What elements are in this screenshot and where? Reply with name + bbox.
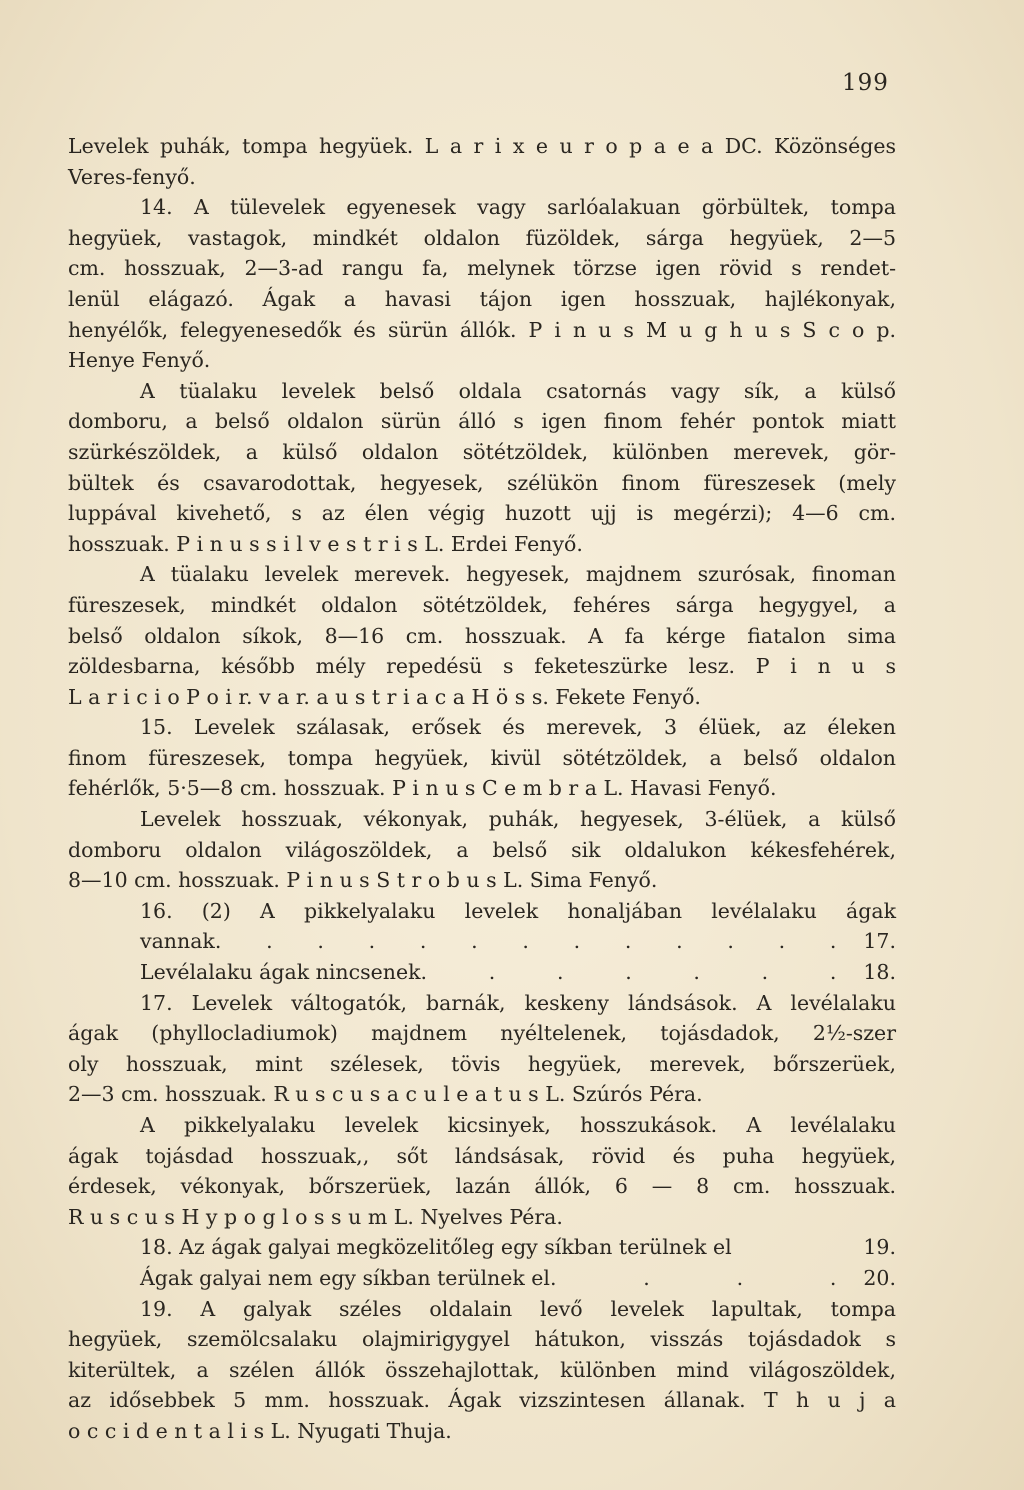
- text-line: domboru oldalon világoszöldek, a belső sik oldalukon kékesfehérek,: [68, 837, 896, 862]
- text-line: Levelek puhák, tompa hegyüek. L a r i x e u r o p a e a DC. Közönséges: [68, 134, 896, 158]
- text-line: 2—3 cm. hosszuak. R u s c u s a c u l e a t u s L. Szúrós Péra.: [68, 1082, 703, 1107]
- leader-line-19: [68, 1232, 896, 1263]
- text-line: L a r i c i o P o i r. v a r. a u s t r i a c a H ö s s. Fekete Fenyő.: [68, 684, 701, 709]
- text-line: az idősebbek 5 mm. hosszuak. Ágak vizszintesen állanak. T h u j a: [68, 1388, 896, 1413]
- leader-line-20: [68, 1263, 896, 1294]
- text-line: ágak (phyllocladiumok) majdnem nyéltelenek, tojásdadok, 2½-szer: [68, 1021, 896, 1046]
- text-line: 17. Levelek váltogatók, barnák, keskeny lándsások. A levélalaku: [140, 990, 896, 1015]
- leader-dots: . . . . . . . . . . . . .: [214, 929, 854, 954]
- text-line: szürkészöldek, a külső oldalon sötétzöldek, különben merevek, gör-: [68, 439, 896, 464]
- text-line: o c c i d e n t a l i s L. Nyugati Thuja.: [68, 1418, 452, 1443]
- text-line: A pikkelyalaku levelek kicsinyek, hosszukások. A levélalaku: [140, 1113, 896, 1137]
- leader-ref: 20.: [863, 1265, 896, 1290]
- leader-ref: 17.: [863, 929, 896, 954]
- text-line: 16. (2) A pikkelyalaku levelek honaljában levélalaku ágak: [140, 898, 896, 923]
- text-line: 14. A tülevelek egyenesek vagy sarlóalakuan görbültek, tompa: [140, 195, 896, 220]
- text-line: A tüalaku levelek belső oldala csatornás vagy sík, a külső: [140, 378, 896, 403]
- text-line: Levelek hosszuak, vékonyak, puhák, hegyesek, 3-élüek, a külső: [140, 807, 896, 832]
- leader-dots: . . . .: [549, 1265, 854, 1290]
- text-line: lenül elágazó. Ágak a havasi tájon igen hosszuak, hajlékonyak,: [68, 286, 896, 311]
- text-line: Veres-fenyő.: [68, 164, 196, 189]
- text-line: hosszuak. P i n u s s i l v e s t r i s L. Erdei Fenyő.: [68, 531, 583, 556]
- leader-text: vannak: [140, 929, 215, 954]
- text-line: belső oldalon síkok, 8—16 cm. hosszuak. A fa kérge fiatalon sima: [68, 623, 896, 648]
- leader-dots: . . . . . . .: [420, 960, 854, 985]
- text-line: finom füreszesek, tompa hegyüek, kivül sötétzöldek, a belső oldalon: [68, 745, 896, 770]
- body-text: [68, 131, 896, 1447]
- leader-text: Ágak galyai nem egy síkban terülnek el: [140, 1265, 550, 1290]
- text-block-2: [68, 988, 896, 1233]
- text-line: 8—10 cm. hosszuak. P i n u s S t r o b u s L. Sima Fenyő.: [68, 868, 658, 893]
- text-line: zöldesbarna, később mély repedésü s feketeszürke lesz. P i n u s: [68, 654, 896, 679]
- text-line: cm. hosszuak, 2—3-ad rangu fa, melynek törzse igen rövid s rendet-: [68, 256, 896, 281]
- text-line: érdesek, vékonyak, bőrszerüek, lazán állók, 6 — 8 cm. hosszuak.: [68, 1174, 896, 1199]
- text-block-3: [68, 1294, 896, 1447]
- text-line: luppával kivehető, s az élen végig huzott ujj is megérzi); 4—6 cm.: [68, 501, 896, 526]
- text-line: Henye Fenyő.: [68, 348, 211, 373]
- text-line: oly hosszuak, mint szélesek, tövis hegyüek, merevek, bőrszerüek,: [68, 1051, 896, 1076]
- text-line: füreszesek, mindkét oldalon sötétzöldek, fehéres sárga hegygyel, a: [68, 592, 896, 617]
- text-line: 19. A galyak széles oldalain levő levelek lapultak, tompa: [140, 1296, 896, 1321]
- text-line: kiterültek, a szélen állók összehajlottak, különben mind világoszöldek,: [68, 1357, 896, 1382]
- leader-text: 18. Az ágak galyai megközelitőleg egy síkban terülnek el: [140, 1235, 732, 1260]
- text-line: hegyüek, szemölcsalaku olajmirigygyel hátukon, visszás tojásdadok s: [68, 1327, 896, 1352]
- leader-line-18: [68, 957, 896, 988]
- text-line: fehérlők, 5·5—8 cm. hosszuak. P i n u s C e m b r a L. Havasi Fenyő.: [68, 776, 777, 801]
- text-line: A tüalaku levelek merevek. hegyesek, majdnem szurósak, finoman: [140, 562, 896, 587]
- text-line: bültek és csavarodottak, hegyesek, szélükön finom füreszesek (mely: [68, 470, 896, 495]
- leader-line-17: [68, 926, 896, 957]
- text-block-1: [68, 131, 896, 926]
- leader-ref: 18.: [863, 960, 896, 985]
- leader-ref: 19.: [863, 1235, 896, 1260]
- text-line: henyélők, felegyenesedők és sürün állók. P i n u s M u g h u s S c o p.: [68, 317, 896, 342]
- text-line: ágak tojásdad hosszuak,‚ sőt lándsásak, rövid és puha hegyüek,: [68, 1143, 896, 1168]
- leader-text: Levélalaku ágak nincsenek: [140, 960, 421, 985]
- text-line: 15. Levelek szálasak, erősek és merevek, 3 élüek, az éleken: [140, 715, 896, 740]
- page-number: 199: [842, 70, 889, 96]
- text-line: hegyüek, vastagok, mindkét oldalon füzöldek, sárga hegyüek, 2—5: [68, 225, 896, 250]
- text-line: R u s c u s H y p o g l o s s u m L. Nyelves Péra.: [68, 1204, 563, 1229]
- text-line: domboru, a belső oldalon sürün álló s igen finom fehér pontok miatt: [68, 409, 896, 434]
